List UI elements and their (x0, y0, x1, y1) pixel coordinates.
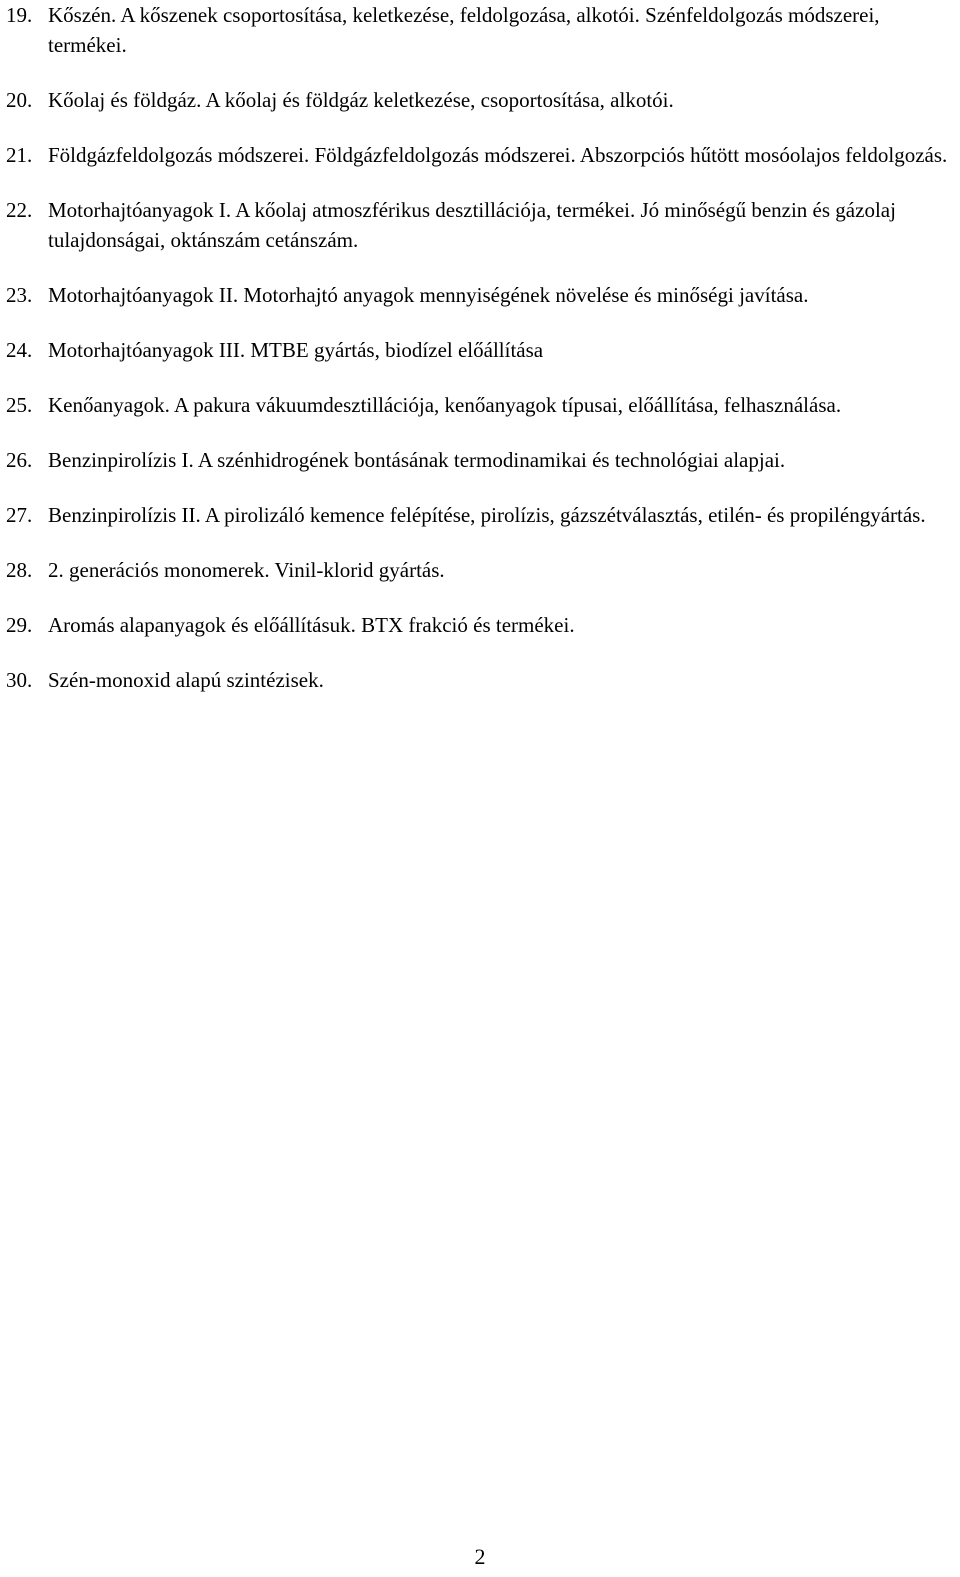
item-number: 21. (6, 143, 33, 167)
item-number: 26. (6, 448, 33, 472)
list-item (6, 665, 956, 695)
item-number: 30. (6, 668, 33, 692)
page-number: 2 (474, 1544, 486, 1569)
item-text: Szén-monoxid alapú szintézisek. (48, 668, 324, 692)
list-item (6, 500, 956, 530)
item-number: 29. (6, 613, 33, 637)
item-text: Kőolaj és földgáz. A kőolaj és földgáz keletkezése, csoportosítása, alkotói. (48, 88, 674, 112)
list-item (6, 85, 956, 115)
item-text: 2. generációs monomerek. Vinil-klorid gyártás. (48, 558, 445, 582)
list-item (6, 335, 956, 365)
item-text: Kőszén. A kőszenek csoportosítása, keletkezése, feldolgozása, alkotói. Szénfeldolgozás módszerei, termékei. (48, 3, 880, 57)
list-item (6, 0, 956, 60)
topic-list (6, 0, 956, 720)
item-number: 19. (6, 3, 33, 27)
list-item (6, 140, 956, 170)
item-number: 24. (6, 338, 33, 362)
list-item (6, 280, 956, 310)
list-item (6, 445, 956, 475)
item-number: 27. (6, 503, 33, 527)
item-text: Benzinpirolízis I. A szénhidrogének bontásának termodinamikai és technológiai alapjai. (48, 448, 786, 472)
item-number: 20. (6, 88, 33, 112)
list-item (6, 610, 956, 640)
list-item (6, 555, 956, 585)
item-text: Földgázfeldolgozás módszerei. Földgázfeldolgozás módszerei. Abszorpciós hűtött mosóolajos feldolgozás. (48, 143, 948, 167)
item-number: 25. (6, 393, 33, 417)
list-item (6, 390, 956, 420)
item-text: Benzinpirolízis II. A pirolizáló kemence felépítése, pirolízis, gázszétválasztás, etilén- és propiléngyártás. (48, 503, 926, 527)
item-text: Aromás alapanyagok és előállításuk. BTX frakció és termékei. (48, 613, 575, 637)
item-number: 22. (6, 198, 33, 222)
item-number: 28. (6, 558, 33, 582)
item-text: Kenőanyagok. A pakura vákuumdesztillációja, kenőanyagok típusai, előállítása, felhasználása. (48, 393, 842, 417)
item-number: 23. (6, 283, 33, 307)
item-text: Motorhajtóanyagok III. MTBE gyártás, biodízel előállítása (48, 338, 544, 362)
list-item (6, 195, 956, 255)
item-text: Motorhajtóanyagok I. A kőolaj atmoszférikus desztillációja, termékei. Jó minőségű benzin és gázolaj tulajdonságai, oktánszám cetánszám. (48, 198, 896, 252)
item-text: Motorhajtóanyagok II. Motorhajtó anyagok mennyiségének növelése és minőségi javítása. (48, 283, 809, 307)
